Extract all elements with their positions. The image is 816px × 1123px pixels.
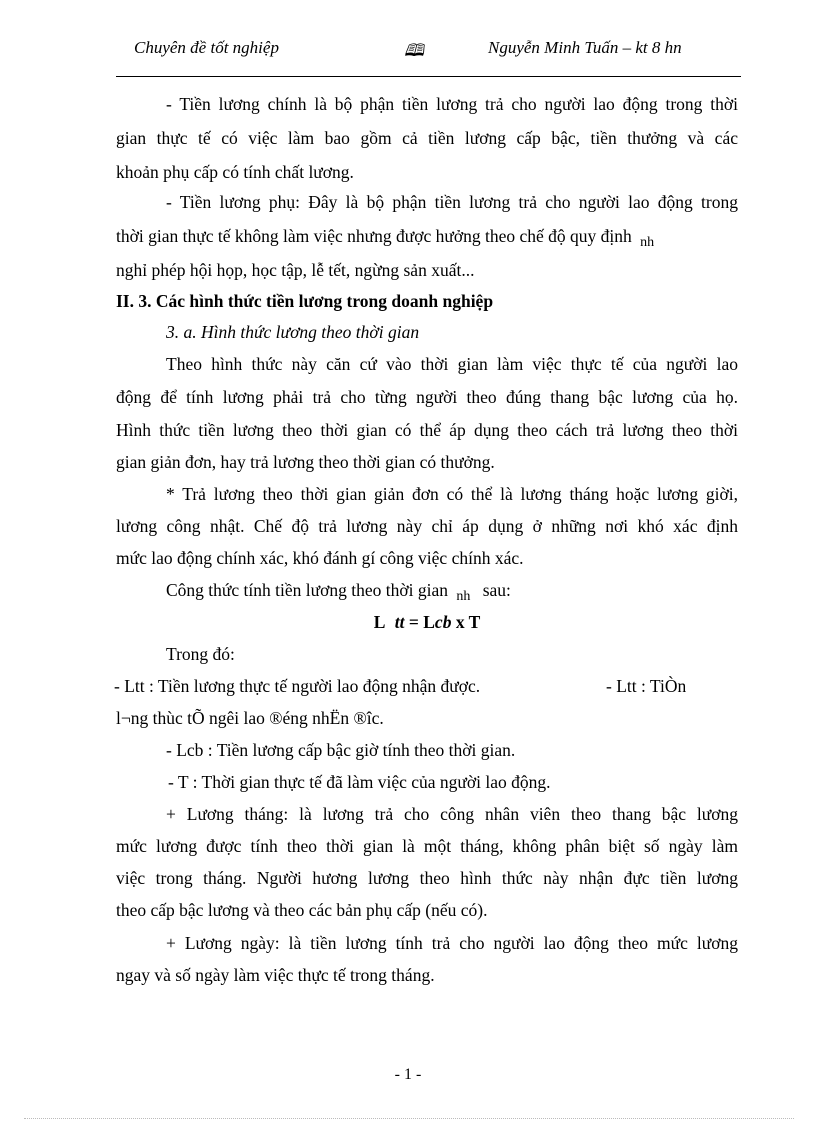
p4-line-2: lương công nhật. Chế độ trả lương này chỉ áp dụng ở những nơi khó xác định: [116, 516, 738, 536]
def-ltt: [114, 674, 736, 698]
formula-l: L: [373, 612, 385, 632]
page-bottom-border: [24, 1118, 794, 1119]
p3-line-1: Theo hình thức này căn cứ vào thời gian làm việc thực tế của người lao: [166, 354, 738, 374]
p6-line-2: ngay và số ngày làm việc thực tế trong tháng.: [116, 965, 435, 985]
p2-line-2-text: thời gian thực tế không làm việc nhưng được hưởng theo chế độ quy định: [116, 226, 632, 246]
p2-line-1: - Tiền lương phụ: Đây là bộ phận tiền lương trả cho người lao động trong: [166, 192, 738, 212]
p1-line-1: - Tiền lương chính là bộ phận tiền lương trả cho người lao động trong thời: [166, 94, 738, 114]
formula-intro: [116, 578, 738, 602]
p2-line-3: nghỉ phép hội họp, học tập, lễ tết, ngừng sản xuất...: [116, 260, 475, 280]
where-label: Trong đó:: [166, 644, 235, 664]
formula-intro-text: Công thức tính tiền lương theo thời gian: [166, 580, 448, 600]
p4-line-3: mức lao động chính xác, khó đánh gí công việc chính xác.: [116, 548, 524, 568]
header-title: Chuyên đề tốt nghiệp: [134, 38, 279, 57]
formula-eq: = L: [404, 612, 435, 632]
def-lcb: - Lcb : Tiền lương cấp bậc giờ tính theo thời gian.: [166, 740, 516, 760]
page-number: - 1 -: [394, 1066, 422, 1083]
def-ltt-garbled-1: - Ltt : TiÒn: [606, 676, 687, 696]
formula-tt: tt: [394, 612, 405, 632]
p3-line-4: gian giản đơn, hay trả lương theo thời gian có thưởng.: [116, 452, 495, 472]
book-icon: 🕮: [404, 41, 425, 60]
page-header: [116, 38, 740, 62]
p1-line-3: khoản phụ cấp có tính chất lương.: [116, 162, 354, 182]
p3-line-2: động để tính lương phải trả cho từng người theo đúng thang bậc lương của họ.: [116, 387, 738, 407]
formula-cb: cb: [434, 612, 452, 632]
subsection-title: 3. a. Hình thức lương theo thời gian: [166, 322, 420, 342]
p4-line-1: * Trả lương theo thời gian giản đơn có thể là lương tháng hoặc lương giời,: [166, 484, 738, 504]
p5-line-3: việc trong tháng. Người hương lương theo hình thức này nhận đực tiền lương: [116, 868, 738, 888]
p1-line-2: gian thực tế có việc làm bao gồm cả tiền lương cấp bậc, tiền thưởng và các: [116, 128, 738, 148]
p2-line-2: [116, 224, 738, 248]
def-ltt-garbled-2: l¬ng thùc tÕ ngêi lao ®éng nhËn ®îc.: [116, 708, 384, 728]
formula: [116, 610, 738, 634]
p5-line-1: + Lương tháng: là lương trả cho công nhân viên theo thang bậc lương: [166, 804, 738, 824]
section-title: II. 3. Các hình thức tiền lương trong doanh nghiệp: [116, 291, 494, 311]
p6-line-1: + Lương ngày: là tiền lương tính trả cho người lao động theo mức lương: [166, 933, 738, 953]
p5-line-4: theo cấp bậc lương và theo các bản phụ cấp (nếu có).: [116, 900, 488, 920]
p5-line-2: mức lương được tính theo thời gian là một tháng, không phân biệt số ngày làm: [116, 836, 738, 856]
def-ltt-text: - Ltt : Tiền lương thực tế người lao động nhận được.: [114, 676, 481, 696]
p3-line-3: Hình thức tiền lương theo thời gian có thể áp dụng theo cách trả lương theo thời: [116, 420, 738, 440]
p2-line-2-nh: nh: [640, 235, 655, 250]
formula-intro-nh: nh: [456, 589, 471, 604]
def-t: - T : Thời gian thực tế đã làm việc của người lao động.: [168, 772, 551, 792]
formula-rest: x T: [451, 612, 481, 632]
formula-intro-end: sau:: [482, 580, 511, 600]
header-rule: [116, 76, 741, 77]
header-author: Nguyễn Minh Tuấn – kt 8 hn: [488, 38, 682, 57]
